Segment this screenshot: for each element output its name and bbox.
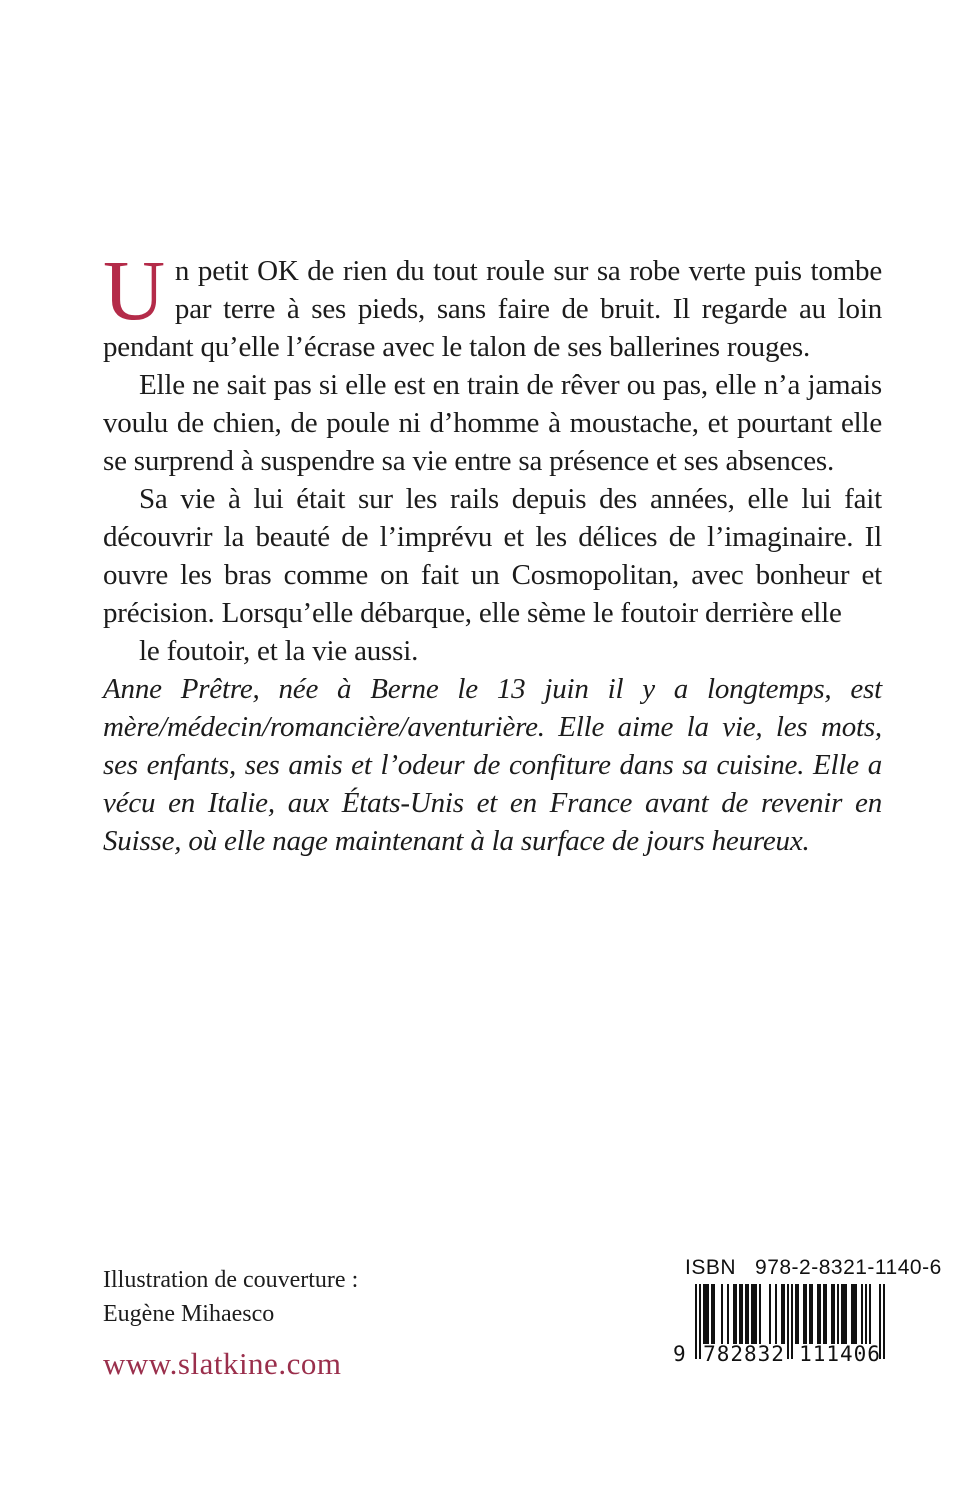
illustration-credit-label: Illustration de couverture : (103, 1267, 359, 1293)
blurb-paragraph-2: Elle ne sait pas si elle est en train de rêver ou pas, elle n’a jamais voulu de chien, de poule ni d’homme à moustache, et pourtant elle se surprend à suspendre sa vie entre sa présence et ses absences. (103, 369, 882, 477)
barcode-digits-right: 111406 (799, 1342, 881, 1366)
barcode-digit-first: 9 (673, 1342, 686, 1366)
barcode-bars (673, 1284, 885, 1366)
blurb-paragraph-1 (103, 242, 882, 366)
blurb-paragraph-1-text: n petit OK de rien du tout roule sur sa robe verte puis tombe par terre à ses pieds, sans faire de bruit. Il regarde au loin pendant qu’elle l’écrase avec le talon de ses ballerines rouges. (103, 255, 882, 363)
barcode-digits-left: 782832 (703, 1342, 785, 1366)
drop-cap: U (103, 242, 165, 338)
isbn-barcode (673, 1256, 942, 1366)
author-bio: Anne Prêtre, née à Berne le 13 juin il y a longtemps, est mère/médecin/romancière/aventurière. Elle aime la vie, les mots, ses enfants, ses amis et l’odeur de confiture dans sa cuisine. Elle a vécu en Italie, aux États-Unis et en France avant de revenir en Suisse, où elle nage maintenant à la surface de jours heureux. (103, 673, 882, 857)
blurb-block (103, 242, 882, 860)
publisher-website: www.slatkine.com (103, 1346, 342, 1381)
blurb-paragraph-4: le foutoir, et la vie aussi. (139, 635, 419, 667)
illustrator-name: Eugène Mihaesco (103, 1301, 275, 1327)
isbn-number: ISBN 978-2-8321-1140-6 (685, 1256, 942, 1279)
blurb-paragraph-3: Sa vie à lui était sur les rails depuis des années, elle lui fait découvrir la beauté de l’imprévu et les délices de l’imaginaire. Il ouvre les bras comme on fait un Cosmopolitan, avec bonheur et précision. Lorsqu’elle débarque, elle sème le foutoir derrière elle (103, 483, 882, 629)
barcode-bar (883, 1284, 885, 1359)
cover-credits (103, 1263, 358, 1331)
